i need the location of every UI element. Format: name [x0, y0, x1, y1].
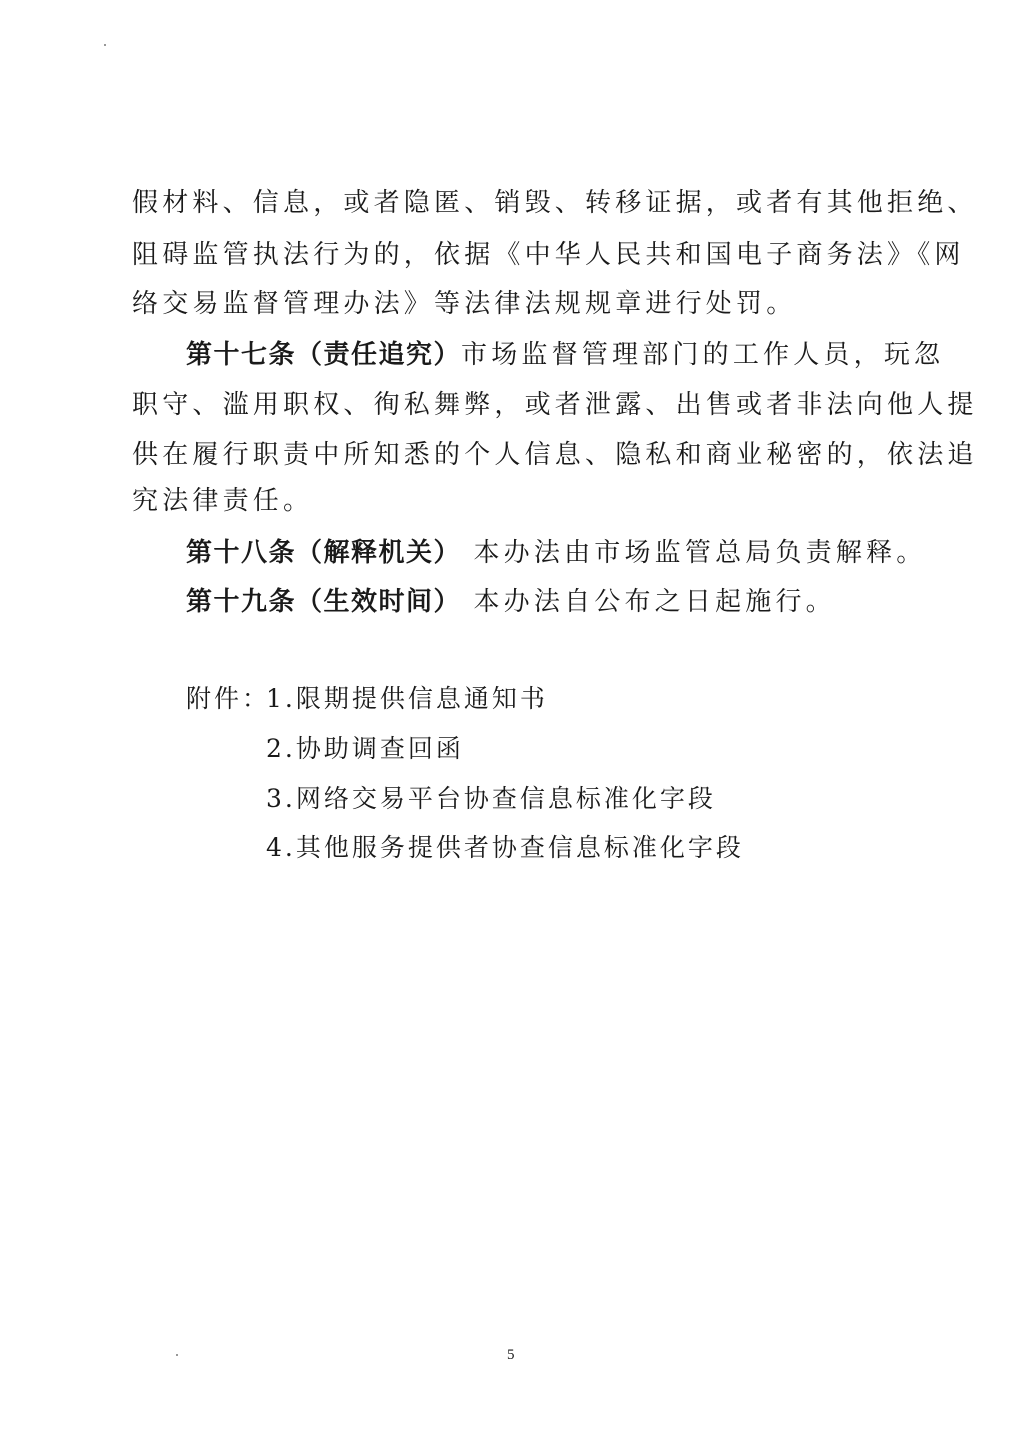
- paragraph-line: 络交易监督管理办法》等法律法规规章进行处罚。: [132, 289, 797, 319]
- article-19-text: 本办法自公布之日起施行。: [473, 587, 836, 617]
- article-17-first-line: [186, 338, 966, 372]
- attachment-item: 4.其他服务提供者协查信息标准化字段: [266, 833, 744, 862]
- paragraph-line: 供在履行职责中所知悉的个人信息、隐私和商业秘密的，依法追: [132, 440, 978, 470]
- article-19-line: [186, 585, 966, 619]
- attachment-item: 2.协助调查回函: [266, 734, 464, 763]
- paragraph-line: 究法律责任。: [132, 486, 314, 516]
- attachment-item: 3.网络交易平台协查信息标准化字段: [266, 784, 716, 813]
- page-number: 5: [507, 1347, 515, 1363]
- article-18-text: 本办法由市场监管总局负责解释。: [473, 538, 927, 568]
- attachments-label: 附件：: [186, 684, 271, 713]
- scan-speck: [104, 44, 106, 46]
- article-18-line: [186, 536, 966, 570]
- paragraph-line: 阻碍监管执法行为的，依据《中华人民共和国电子商务法》《网: [132, 240, 965, 270]
- scan-speck: [176, 1354, 178, 1356]
- article-19-heading: 第十九条（生效时间）: [186, 587, 462, 617]
- paragraph-line: 假材料、信息，或者隐匿、销毁、转移证据，或者有其他拒绝、: [132, 188, 978, 218]
- article-18-heading: 第十八条（解释机关）: [186, 538, 462, 568]
- article-17-text: 市场监督管理部门的工作人员，玩忽: [461, 340, 945, 370]
- attachment-item: 1.限期提供信息通知书: [266, 684, 548, 713]
- article-17-heading: 第十七条（责任追究）: [186, 340, 462, 370]
- paragraph-line: 职守、滥用职权、徇私舞弊，或者泄露、出售或者非法向他人提: [132, 390, 978, 420]
